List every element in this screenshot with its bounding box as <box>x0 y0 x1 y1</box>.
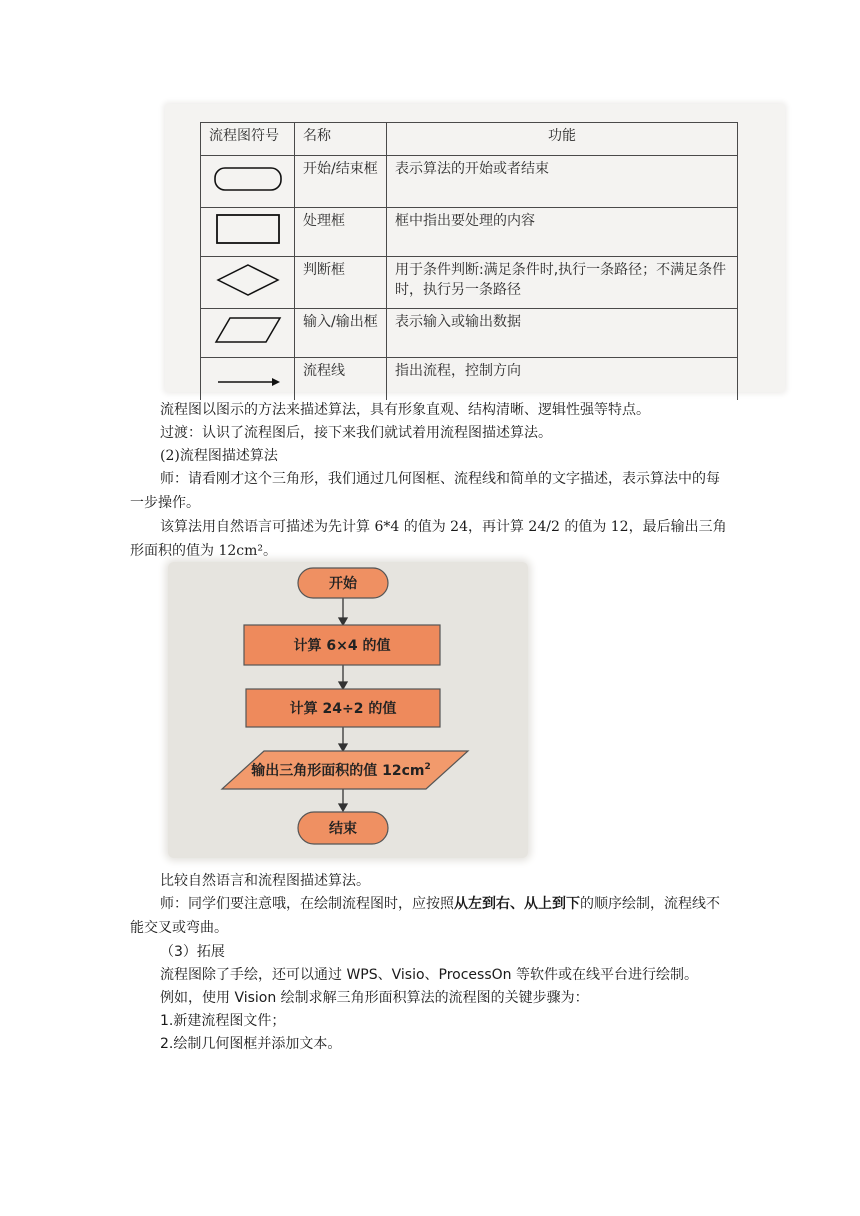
header-name: 名称 <box>295 123 387 156</box>
table-row <box>201 358 738 401</box>
text-span: 师：同学们要注意哦，在绘制流程图时，应按照 <box>160 896 454 912</box>
table-row <box>201 156 738 208</box>
row-function: 用于条件判断:满足条件时,执行一条路径；不满足条件时，执行另一条路径 <box>387 257 738 309</box>
flowchart <box>168 562 528 858</box>
list-item: 2.绘制几何图框并添加文本。 <box>160 1036 342 1052</box>
end-label: 结束 <box>329 821 357 837</box>
row-name: 判断框 <box>295 257 387 309</box>
step1-label: 计算 6×4 的值 <box>293 638 391 654</box>
row-function: 表示算法的开始或者结束 <box>387 156 738 208</box>
paragraph: 流程图除了手绘，还可以通过 WPS、Visio、ProcessOn 等软件或在线平台进行绘制。 <box>160 967 698 983</box>
text-span: 的顺序绘制，流程线不能交叉或弯曲。 <box>130 896 720 936</box>
paragraph <box>130 892 732 940</box>
paragraph: 比较自然语言和流程图描述算法。 <box>160 873 370 889</box>
paragraph: 流程图以图示的方法来描述算法，具有形象直观、结构清晰、逻辑性强等特点。 <box>160 402 650 418</box>
row-function: 表示输入或输出数据 <box>387 309 738 358</box>
table-row <box>201 257 738 309</box>
table-row <box>201 208 738 257</box>
flowchart-symbol-table <box>200 122 738 400</box>
arrow-head <box>339 618 347 625</box>
row-name: 处理框 <box>295 208 387 257</box>
start-label: 开始 <box>329 576 357 592</box>
arrow-head <box>339 682 347 689</box>
parallelogram-icon <box>201 309 295 358</box>
arrow-head <box>339 804 347 811</box>
step2-label: 计算 24÷2 的值 <box>289 701 397 717</box>
emphasis-text: 从左到右、从上到下 <box>454 896 580 912</box>
row-name: 输入/输出框 <box>295 309 387 358</box>
paragraph: 师：请看刚才这个三角形，我们通过几何图框、流程线和简单的文字描述，表示算法中的每一步操作。 <box>130 471 720 511</box>
arrow-icon <box>201 358 295 401</box>
output-label: 输出三角形面积的值 $12cm^2$ <box>251 762 431 779</box>
paragraph: 例如，使用 Vision 绘制求解三角形面积算法的流程图的关键步骤为： <box>160 990 589 1006</box>
header-symbol: 流程图符号 <box>201 123 295 156</box>
table-row <box>201 309 738 358</box>
rounded-rect-icon <box>201 156 295 208</box>
rect-icon <box>201 208 295 257</box>
diamond-icon <box>201 257 295 309</box>
row-name: 开始/结束框 <box>295 156 387 208</box>
row-function: 框中指出要处理的内容 <box>387 208 738 257</box>
list-item: 1.新建流程图文件； <box>160 1013 286 1029</box>
paragraph: 过渡：认识了流程图后，接下来我们就试着用流程图描述算法。 <box>160 425 552 441</box>
row-name: 流程线 <box>295 358 387 401</box>
section-heading: (2)流程图描述算法 <box>160 448 278 464</box>
row-function: 指出流程，控制方向 <box>387 358 738 401</box>
arrow-head <box>339 744 347 751</box>
flowchart-photo <box>168 562 528 858</box>
section-heading: （3）拓展 <box>160 944 225 960</box>
paragraph: 该算法用自然语言可描述为先计算 6*4 的值为 24，再计算 24/2 的值为 12，最后输出三角形面积的值为 12cm²。 <box>130 519 727 559</box>
table-header-row <box>201 123 738 156</box>
header-function: 功能 <box>387 123 738 156</box>
